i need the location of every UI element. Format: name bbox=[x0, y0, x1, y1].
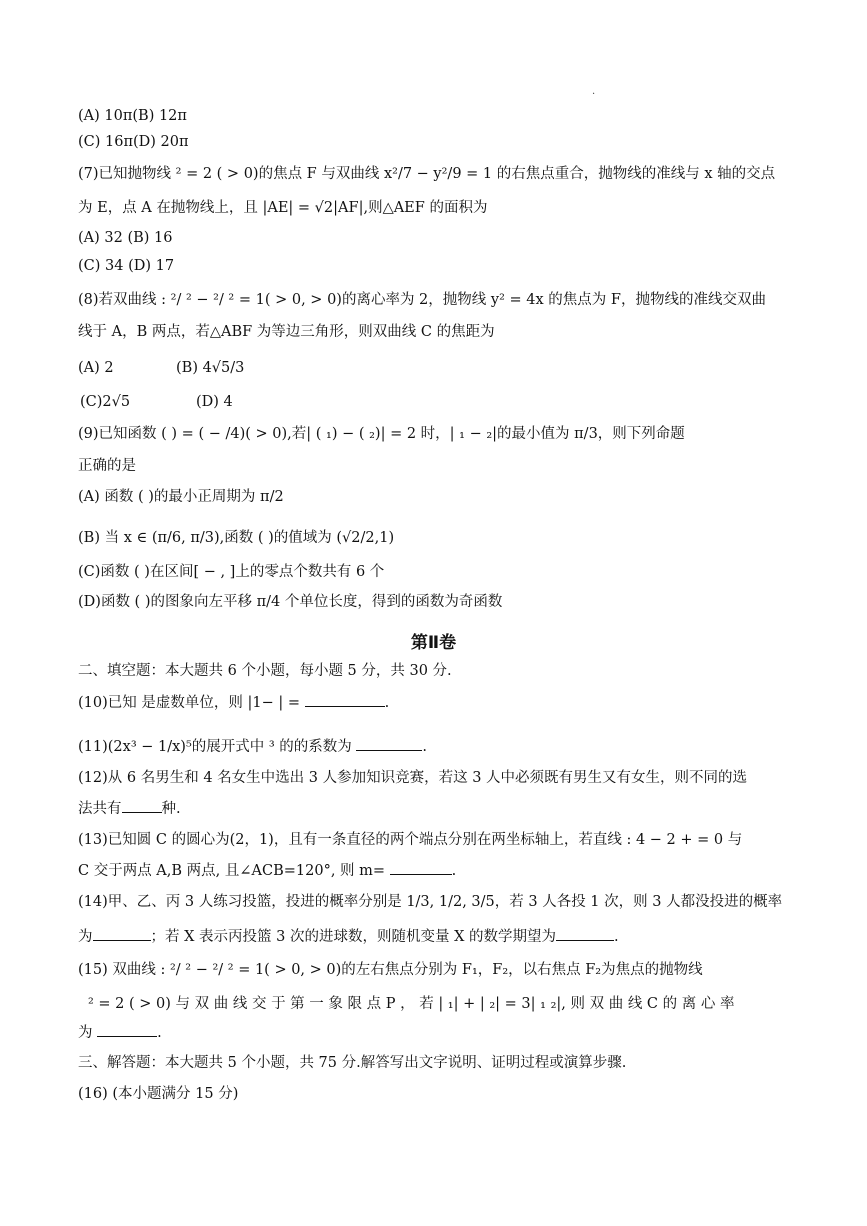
q13-stem-line1: (13)已知圆 C 的圆心为(2，1)，且有一条直径的两个端点分别在两坐标轴上，若直线 : 4 − 2 + = 0 与 bbox=[78, 832, 743, 848]
q14-line2: 为 ；若 X 表示丙投篮 3 次的进球数，则随机变量 X 的数学期望为 . bbox=[78, 926, 619, 947]
q15-stem-line1: (15) 双曲线 : ²/ ² − ²/ ² = 1( > 0, > 0)的左右焦点分别为 F₁，F₂，以右焦点 F₂为焦点的抛物线 bbox=[78, 962, 703, 978]
q13-answer-blank[interactable] bbox=[390, 860, 452, 875]
q8-option-b: (B) 4√5/3 bbox=[176, 360, 245, 376]
q8-option-a: (A) 2 bbox=[78, 360, 114, 376]
q7-stem-line2: 为 E，点 A 在抛物线上，且 |AE| = √2|AF|,则△AEF 的面积为 bbox=[78, 200, 488, 216]
q9-stem-line1: (9)已知函数 ( ) = ( − /4)( > 0),若| ( ₁) − ( ₂)| = 2 时，| ₁ − ₂|的最小值为 π/3，则下列命题 bbox=[78, 426, 685, 442]
q12-answer-blank[interactable] bbox=[122, 798, 162, 813]
header-mark: . bbox=[592, 86, 596, 97]
q9-option-c: (C)函数 ( )在区间[ − , ]上的零点个数共有 6 个 bbox=[78, 564, 385, 580]
q12-line2 bbox=[78, 798, 181, 819]
q7-options-cd: (C) 34 (D) 17 bbox=[78, 258, 175, 274]
q12-tail: 种. bbox=[161, 801, 181, 817]
q14-text-b: ；若 X 表示丙投篮 3 次的进球数，则随机变量 X 的数学期望为 bbox=[150, 929, 557, 945]
q7-options-ab: (A) 32 (B) 16 bbox=[78, 230, 173, 246]
q8-option-c: (C)2√5 bbox=[80, 394, 131, 410]
q15-text: 为 bbox=[78, 1025, 98, 1041]
q13-line2: C 交于两点 A,B 两点, 且∠ACB=120°, 则 m= . bbox=[78, 860, 456, 881]
q13-text: C 交于两点 A,B 两点, 且∠ACB=120°, 则 m= bbox=[78, 863, 390, 879]
q10-text: (10)已知 是虚数单位，则 |1− | = bbox=[78, 695, 305, 711]
q11-text: (11)(2x³ − 1/x)⁵的展开式中 ³ 的的系数为 bbox=[78, 739, 357, 755]
q9-option-a: (A) 函数 ( )的最小正周期为 π/2 bbox=[78, 489, 284, 505]
q14-answer-blank-2[interactable] bbox=[556, 926, 614, 941]
q9-option-b: (B) 当 x ∈ (π/6, π/3),函数 ( )的值域为 (√2/2,1) bbox=[78, 530, 395, 546]
q7-stem-line1: (7)已知抛物线 ² = 2 ( > 0)的焦点 F 与双曲线 x²/7 − y²/9 = 1 的右焦点重合，抛物线的准线与 x 轴的交点 bbox=[78, 166, 776, 182]
q15-line3: 为 . bbox=[78, 1022, 162, 1043]
part-2-heading: 二、填空题：本大题共 6 个小题，每小题 5 分，共 30 分. bbox=[78, 663, 452, 679]
q16-heading: (16) (本小题满分 15 分) bbox=[78, 1086, 239, 1102]
q9-stem-line2: 正确的是 bbox=[78, 458, 136, 474]
q11-answer-blank[interactable] bbox=[356, 736, 422, 751]
q15-answer-blank[interactable] bbox=[97, 1022, 157, 1037]
q9-option-d: (D)函数 ( )的图象向左平移 π/4 个单位长度，得到的函数为奇函数 bbox=[78, 594, 503, 610]
q8-stem-line2: 线于 A，B 两点，若△ABF 为等边三角形，则双曲线 C 的焦距为 bbox=[78, 324, 495, 340]
q10-line: (10)已知 是虚数单位，则 |1− | = . bbox=[78, 692, 389, 713]
q15-stem-line2: ² = 2 ( > 0) 与 双 曲 线 交 于 第 一 象 限 点 P ， 若 | ₁| + | ₂| = 3| ₁ ₂|, 则 双 曲 线 C 的 离 心 率 bbox=[88, 996, 735, 1012]
q8-option-d: (D) 4 bbox=[196, 394, 233, 410]
q14-answer-blank-1[interactable] bbox=[93, 926, 151, 941]
q14-stem-line1: (14)甲、乙、丙 3 人练习投篮，投进的概率分别是 1/3, 1/2, 3/5，若 3 人各投 1 次，则 3 人都没投进的概率 bbox=[78, 894, 783, 910]
q10-answer-blank[interactable] bbox=[305, 692, 385, 707]
q6-options-ab: (A) 10π(B) 12π bbox=[78, 108, 187, 124]
q14-text-a: 为 bbox=[78, 929, 93, 945]
q6-options-cd: (C) 16π(D) 20π bbox=[78, 134, 189, 150]
q12-stem-line1: (12)从 6 名男生和 4 名女生中选出 3 人参加知识竞赛，若这 3 人中必须既有男生又有女生，则不同的选 bbox=[78, 770, 748, 786]
q12-text: 法共有 bbox=[78, 801, 122, 817]
q11-line: (11)(2x³ − 1/x)⁵的展开式中 ³ 的的系数为 . bbox=[78, 736, 427, 757]
part-3-heading: 三、解答题：本大题共 5 个小题，共 75 分.解答写出文字说明、证明过程或演算步骤. bbox=[78, 1055, 627, 1071]
section-2-title: 第Ⅱ卷 bbox=[410, 633, 457, 653]
q8-stem-line1: (8)若双曲线 : ²/ ² − ²/ ² = 1( > 0, > 0)的离心率为 2，抛物线 y² = 4x 的焦点为 F，抛物线的准线交双曲 bbox=[78, 292, 766, 308]
